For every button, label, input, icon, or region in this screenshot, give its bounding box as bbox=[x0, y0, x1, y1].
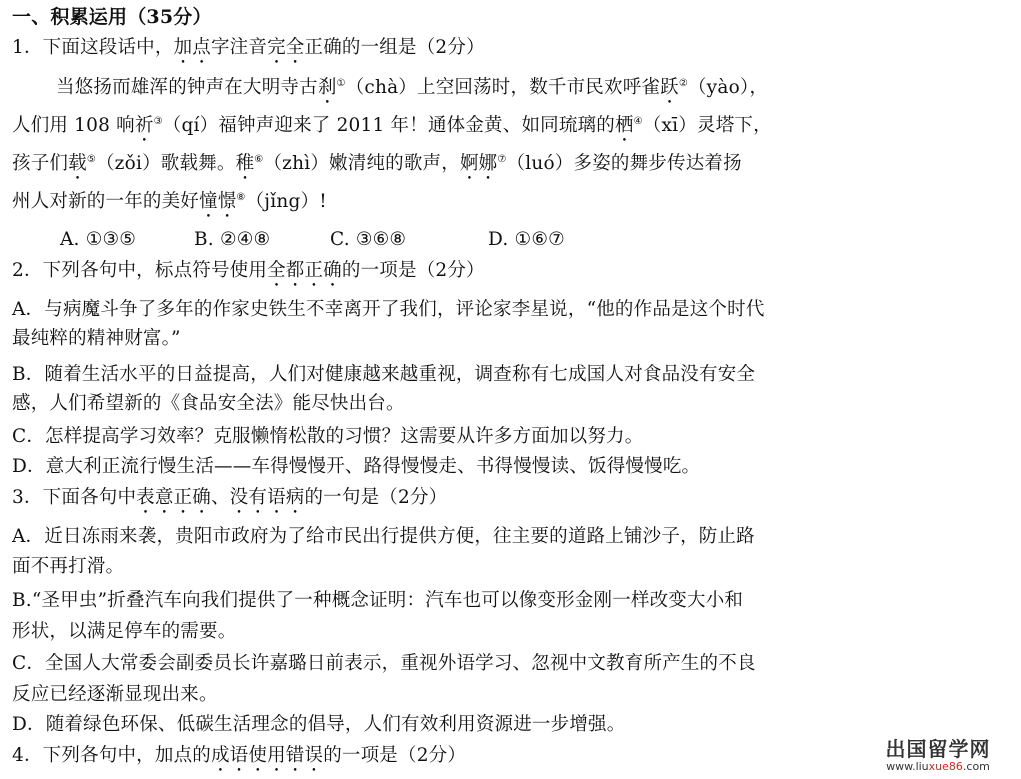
question-1-passage-line: 孩子们载⑤（zǒi）歌载舞。稚⑥（zhì）嫩清纯的歌声，婀娜⑦（luó）多姿的舞步传达着扬 bbox=[12, 153, 742, 174]
site-watermark bbox=[873, 738, 1003, 773]
option-d[interactable]: D. ①⑥⑦ bbox=[488, 229, 565, 250]
dotted-character: 栖 bbox=[614, 115, 634, 136]
circled-number: ⑤ bbox=[86, 153, 96, 165]
emphasized-text: 表意正确、没有语病 bbox=[136, 487, 305, 508]
dotted-character: 跃 bbox=[660, 77, 679, 98]
circled-number: ③ bbox=[153, 115, 163, 127]
question-1-stem: 1．下面这段话中，加点字注音完全正确的一组是（2分） bbox=[12, 37, 485, 58]
emphasized-text: 完全 bbox=[267, 37, 305, 58]
question-2-option-b[interactable]: B．随着生活水平的日益提高，人们对健康越来越重视，调查称有七成国人对食品没有安全 bbox=[12, 364, 756, 385]
question-3-option-d[interactable]: D．随着绿色环保、低碳生活理念的倡导，人们有效利用资源进一步增强。 bbox=[12, 714, 626, 735]
watermark-site-name: 出国留学网 bbox=[885, 737, 991, 761]
emphasized-text: 成语使用错误 bbox=[210, 745, 324, 766]
option-b[interactable]: B. ②④⑧ bbox=[194, 229, 271, 250]
dotted-character: 刹 bbox=[317, 77, 337, 98]
question-1-passage-line: 当悠扬而雄浑的钟声在大明寺古刹①（chà）上空回荡时，数千市民欢呼雀跃②（yào）， bbox=[56, 77, 769, 98]
question-2-option-a[interactable]: A．与病魔斗争了多年的作家史铁生不幸离开了我们，评论家李星说，“他的作品是这个时代 bbox=[12, 299, 765, 320]
circled-number: ① bbox=[336, 77, 346, 89]
question-4-stem: 4．下列各句中，加点的成语使用错误的一项是（2分） bbox=[12, 745, 467, 766]
question-3-option-b[interactable]: B.“圣甲虫”折叠汽车向我们提供了一种概念证明：汽车也可以像变形金刚一样改变大小和 bbox=[12, 590, 744, 611]
question-3-option-a-cont: 面不再打滑。 bbox=[12, 556, 125, 577]
question-1-passage-line: 人们用 108 响祈③（qí）福钟声迎来了 2011 年！通体金黄、如同琉璃的栖④（xī）灵塔下， bbox=[12, 115, 772, 136]
circled-number: ⑧ bbox=[236, 191, 246, 203]
question-2-stem: 2．下列各句中，标点符号使用全都正确的一项是（2分） bbox=[12, 260, 485, 281]
question-3-option-b-cont: 形状，以满足停车的需要。 bbox=[12, 621, 237, 642]
question-2-option-c[interactable]: C．怎样提高学习效率？克服懒惰松散的习惯？这需要从许多方面加以努力。 bbox=[12, 426, 644, 447]
question-3-option-c[interactable]: C．全国人大常委会副委员长许嘉璐日前表示，重视外语学习、忽视中文教育所产生的不良 bbox=[12, 653, 756, 674]
question-1-options bbox=[60, 229, 565, 251]
circled-number: ⑥ bbox=[254, 153, 264, 165]
question-2-option-a-cont: 最纯粹的精神财富。” bbox=[12, 328, 181, 349]
dotted-character: 稚 bbox=[235, 153, 255, 174]
question-3-option-a[interactable]: A．近日冻雨来袭，贵阳市政府为了给市民出行提供方便，往主要的道路上铺沙子，防止路 bbox=[12, 526, 755, 547]
circled-number: ⑦ bbox=[497, 153, 507, 165]
question-3-option-c-cont: 反应已经逐渐显现出来。 bbox=[12, 684, 218, 705]
option-a[interactable]: A. ①③⑤ bbox=[60, 229, 137, 250]
question-2-option-d[interactable]: D．意大利正流行慢生活——车得慢慢开、路得慢慢走、书得慢慢读、饭得慢慢吃。 bbox=[12, 456, 701, 477]
section-title: 一、积累运用（35分） bbox=[12, 6, 212, 28]
option-c[interactable]: C. ③⑥⑧ bbox=[330, 229, 407, 250]
watermark-url: www.liuxue86.com bbox=[886, 760, 990, 773]
question-2-option-b-cont: 感，人们希望新的《食品安全法》能尽快出台。 bbox=[12, 393, 405, 414]
circled-number: ② bbox=[678, 77, 688, 89]
emphasized-text: 加点 bbox=[173, 37, 211, 58]
emphasized-text: 全都正确 bbox=[267, 260, 342, 281]
question-3-stem: 3．下面各句中表意正确、没有语病的一句是（2分） bbox=[12, 487, 448, 508]
question-1-passage-line: 州人对新的一年的美好憧憬⑧（jǐng）! bbox=[12, 191, 327, 212]
circled-number: ④ bbox=[633, 115, 643, 127]
dotted-character: 婀娜 bbox=[459, 153, 498, 174]
dotted-character: 祈 bbox=[134, 115, 154, 136]
dotted-character: 憧憬 bbox=[199, 191, 237, 212]
dotted-character: 载 bbox=[68, 153, 87, 174]
